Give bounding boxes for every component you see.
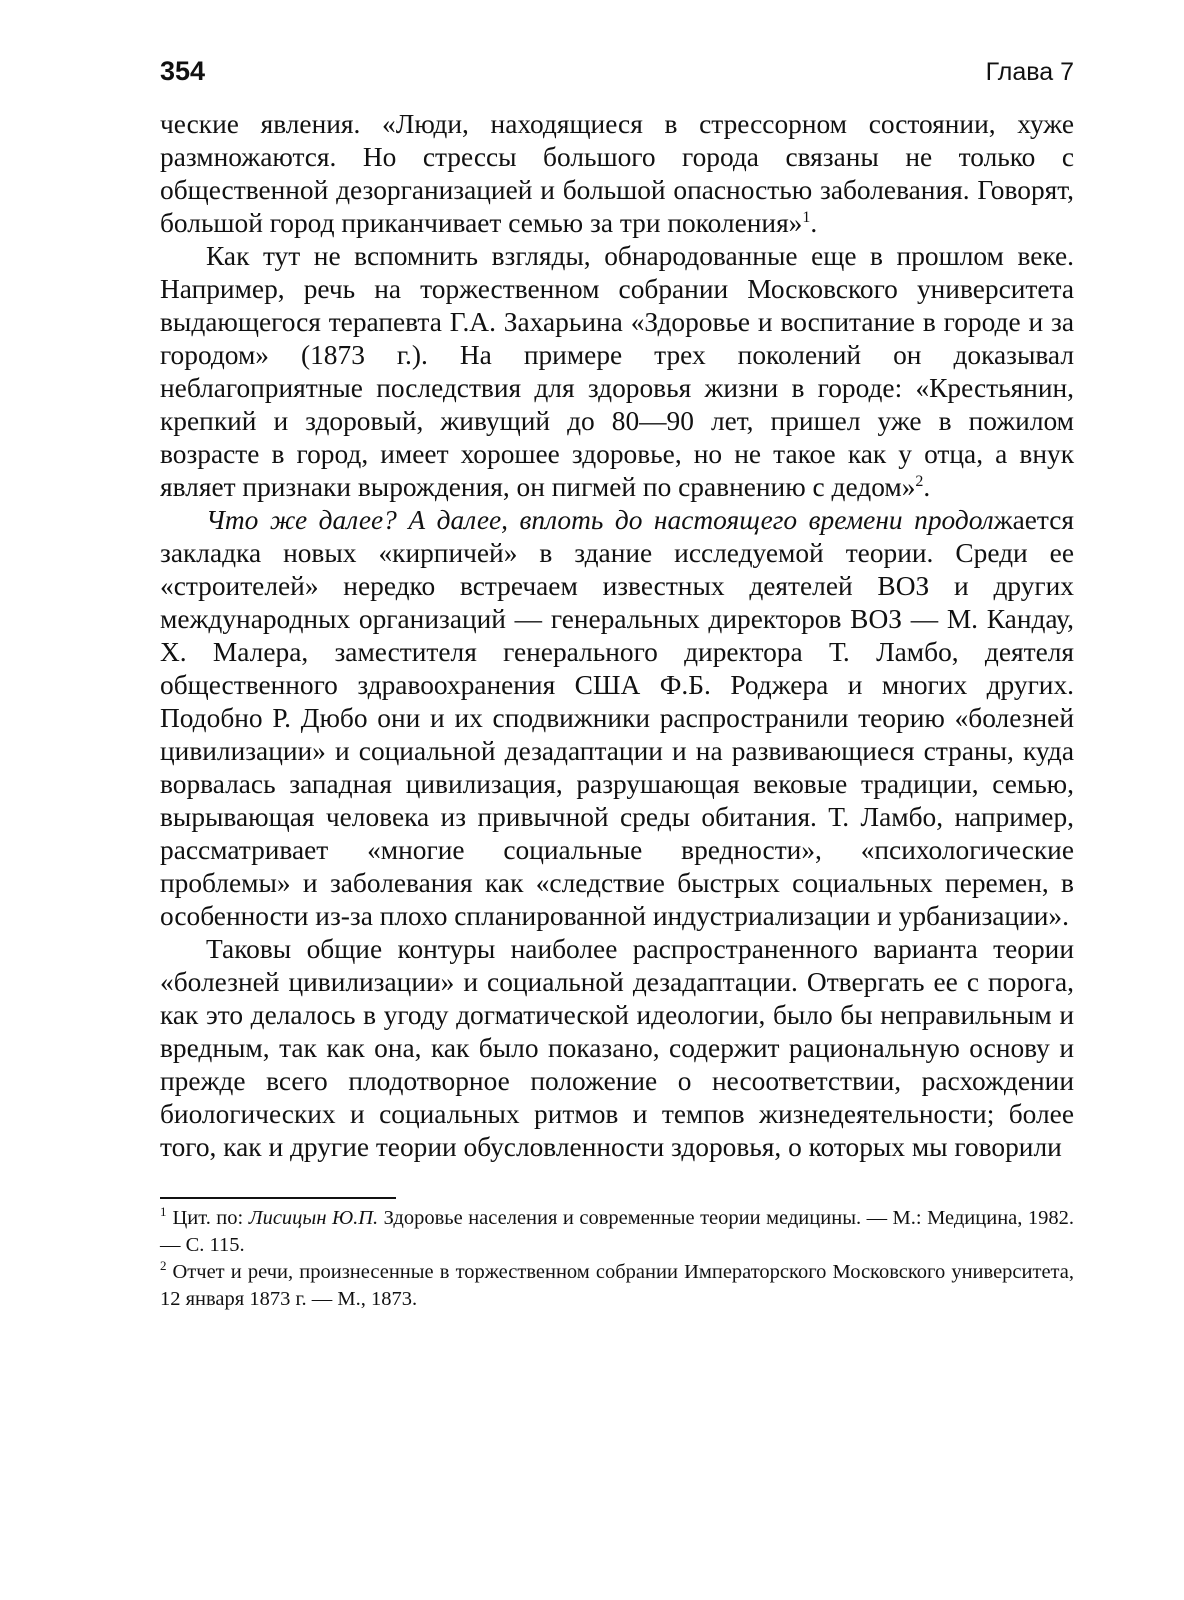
footnote-text: Отчет и речи, произнесенные в торжественном собрании Императорского Московского университета, 12 января 1873 г. — М., 1873. (160, 1261, 1074, 1310)
paragraph-text: жается закладка новых «кирпичей» в здание исследуемой теории. Среди ее «строителей» нередко встречаем известных деятелей ВОЗ и других международных организаций — генеральных директоров ВОЗ — М. Кандау, Х. Малера, заместителя генерального директора Т. Ламбо, деятеля общественного здравоохранения США Ф.Б. Роджера и многих других. Подобно Р. Дюбо они и их сподвижники распространили теорию «болезней цивилизации» и социальной дезадаптации и на развивающиеся страны, куда ворвалась западная цивилизация, разрушающая вековые традиции, семью, вырывающая человека из привычной среды обитания. Т. Ламбо, например, рассматривает «многие социальные вредности», «психологические проблемы» и заболевания как «следствие быстрых социальных перемен, в особенности из-за плохо спланированной индустриализации и урбанизации». (160, 505, 1074, 931)
footnotes (160, 1205, 1074, 1313)
footnote-reference: 2 (915, 472, 924, 490)
footnote-author: Лисицын Ю.П. (248, 1207, 379, 1229)
paragraph (160, 240, 1074, 504)
paragraph-text: ческие явления. «Люди, находящиеся в стрессорном состоянии, хуже размножаются. Но стрессы большого города связаны не только с общественной дезорганизацией и большой опасностью заболевания. Говорят, большой город приканчивает семью за три поколения» (160, 109, 1074, 238)
paragraph (160, 108, 1074, 240)
footnote-rule (160, 1197, 396, 1199)
paragraph (160, 933, 1074, 1164)
page-number: 354 (160, 56, 206, 86)
italic-text: Что же далее? А далее, вплоть до настоящего времени продол (206, 505, 994, 535)
paragraph-text: . (810, 208, 818, 238)
paragraph (160, 504, 1074, 933)
footnote-reference: 1 (802, 208, 811, 226)
paragraph-text: Как тут не вспомнить взгляды, обнародованные еще в прошлом веке. Например, речь на торжественном собрании Московского университета выдающегося терапевта Г.А. Захарьина «Здоровье и воспитание в городе и за городом» (1873 г.). На примере трех поколений он доказывал неблагоприятные последствия для здоровья жизни в городе: «Крестьянин, крепкий и здоровый, живущий до 80—90 лет, пришел уже в пожилом возрасте в город, имеет хорошее здоровье, но не такое как у отца, а внук являет признаки вырождения, он пигмей по сравнению с дедом» (160, 241, 1074, 502)
running-head (160, 56, 1074, 108)
book-page (160, 56, 1074, 1313)
footnote (160, 1205, 1074, 1259)
body-text (160, 108, 1074, 1164)
footnote-mark: 1 (160, 1204, 167, 1220)
paragraph-text: Таковы общие контуры наиболее распространенного варианта теории «болезней цивилизации» и социальной дезадаптации. Отвергать ее с порога, как это делалось в угоду догматической идеологии, было бы неправильным и вредным, так как она, как было показано, содержит рациональную основу и прежде всего плодотворное положение о несоответствии, расхождении биологических и социальных ритмов и темпов жизнедеятельности; более того, как и другие теории обусловленности здоровья, о которых мы говорили (160, 934, 1074, 1162)
footnote-text: Цит. по: (172, 1207, 249, 1229)
paragraph-text: . (923, 472, 931, 502)
footnote (160, 1259, 1074, 1313)
footnote-mark: 2 (160, 1258, 167, 1274)
chapter-title: Глава 7 (985, 58, 1074, 86)
footnote-text: Здоровье населения и современные теории медицины. — М.: Медицина, 1982. — С. 115. (160, 1207, 1074, 1256)
